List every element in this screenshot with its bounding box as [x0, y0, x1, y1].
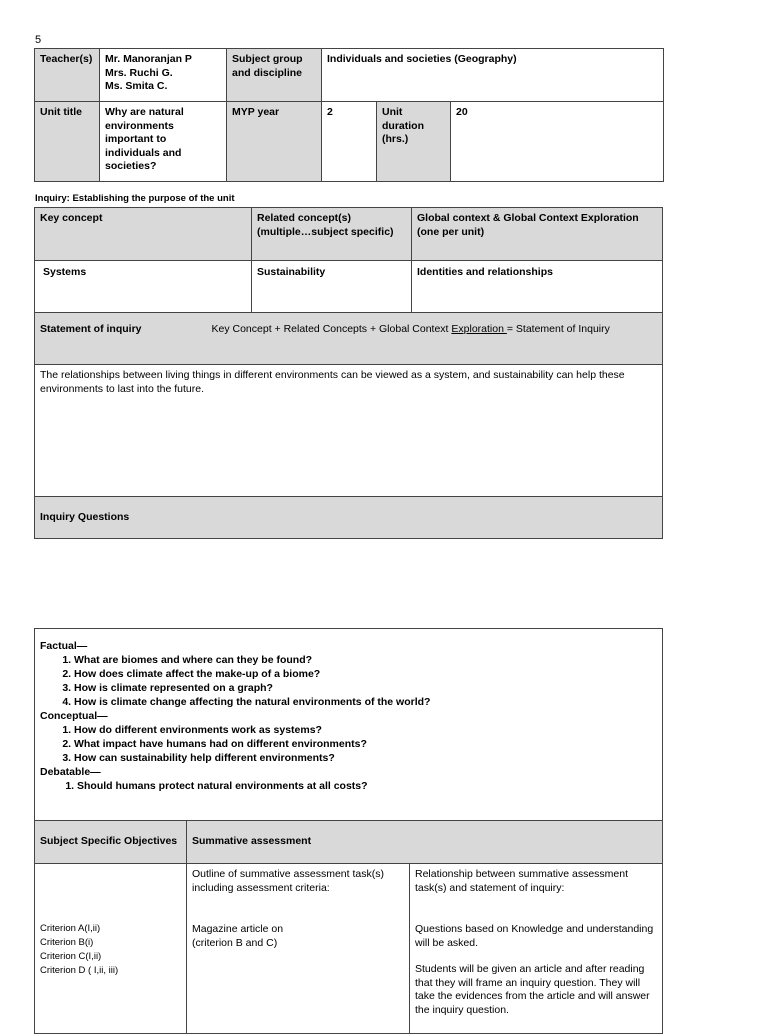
- relationship-label: Relationship between summative assessment task(s) and statement of inquiry:: [415, 868, 629, 894]
- subject-group-label: Subject group and discipline: [227, 49, 322, 102]
- factual-label: Factual—: [40, 640, 88, 652]
- statement-text: The relationships between living things in different environments can be viewed as a system, and sustainability can help these environments to last into the future.: [35, 365, 663, 497]
- conceptual-list: [40, 723, 657, 765]
- criterion: Criterion C(I,ii): [40, 951, 102, 962]
- questions-assessment-table: [34, 628, 663, 1034]
- criterion: Criterion B(i): [40, 937, 94, 948]
- debatable-label: Debatable—: [40, 766, 101, 778]
- task-cell: [187, 864, 410, 1034]
- conceptual-label: Conceptual—: [40, 710, 108, 722]
- list-item: 4. How is climate change affecting the natural environments of the world?: [74, 695, 657, 709]
- inquiry-caption: Inquiry: Establishing the purpose of the unit: [35, 193, 235, 204]
- myp-year-value: 2: [322, 102, 377, 182]
- summative-label: Summative assessment: [187, 821, 663, 864]
- task-line: (criterion B and C): [192, 936, 278, 949]
- teachers-value: Mr. Manoranjan P Mrs. Ruchi G. Ms. Smita C.: [100, 49, 227, 102]
- list-item: 1. Should humans protect natural environments at all costs?: [77, 779, 657, 793]
- unit-title-value: Why are natural environments important to individuals and societies?: [100, 102, 227, 182]
- relationship-text-2: Students will be given an article and after reading that they will frame an inquiry question. They will take the evidences from the article and will answer the inquiry question.: [415, 963, 650, 1016]
- global-context-label: Global context & Global Context Exploration (one per unit): [412, 208, 663, 261]
- page-number: 5: [35, 34, 42, 46]
- statement-formula: Key Concept + Related Concepts + Global Context Exploration = Statement of Inquiry: [211, 323, 610, 335]
- outline-label: Outline of summative assessment task(s) including assessment criteria:: [192, 868, 384, 894]
- key-concept-value: Systems: [35, 261, 252, 313]
- list-item: 1. How do different environments work as systems?: [74, 723, 657, 737]
- teachers-label: Teacher(s): [35, 49, 100, 102]
- list-item: 3. How is climate represented on a graph?: [74, 681, 657, 695]
- unit-title-label: Unit title: [35, 102, 100, 182]
- criterion: Criterion D ( I,ii, iii): [40, 965, 119, 976]
- unit-duration-label: Unit duration (hrs.): [377, 102, 451, 182]
- list-item: 2. What impact have humans had on different environments?: [74, 737, 657, 751]
- statement-label: Statement of inquiry: [40, 323, 142, 335]
- subject-group-value: Individuals and societies (Geography): [322, 49, 664, 102]
- related-concepts-label: Related concept(s) (multiple…subject specific): [252, 208, 412, 261]
- key-concept-label: Key concept: [35, 208, 252, 261]
- unit-header-table: [34, 48, 664, 182]
- relationship-text-1: Questions based on Knowledge and understanding will be asked.: [415, 923, 654, 949]
- statement-of-inquiry-header: [35, 313, 663, 365]
- list-item: 3. How can sustainability help different environments?: [74, 751, 657, 765]
- criterion: Criterion A(I,ii): [40, 923, 101, 934]
- objectives-label: Subject Specific Objectives: [35, 821, 187, 864]
- inquiry-questions-label: Inquiry Questions: [35, 497, 663, 539]
- relationship-cell: [410, 864, 663, 1034]
- related-concepts-value: Sustainability: [252, 261, 412, 313]
- inquiry-questions-list: [35, 629, 663, 821]
- myp-year-label: MYP year: [227, 102, 322, 182]
- criteria-cell: [35, 864, 187, 1034]
- list-item: 2. How does climate affect the make-up of a biome?: [74, 667, 657, 681]
- debatable-list: [40, 779, 657, 793]
- factual-list: [40, 653, 657, 709]
- unit-duration-value: 20: [451, 102, 664, 182]
- global-context-value: Identities and relationships: [412, 261, 663, 313]
- list-item: 1. What are biomes and where can they be found?: [74, 653, 657, 667]
- inquiry-table: [34, 207, 663, 539]
- task-line: Magazine article on: [192, 923, 284, 935]
